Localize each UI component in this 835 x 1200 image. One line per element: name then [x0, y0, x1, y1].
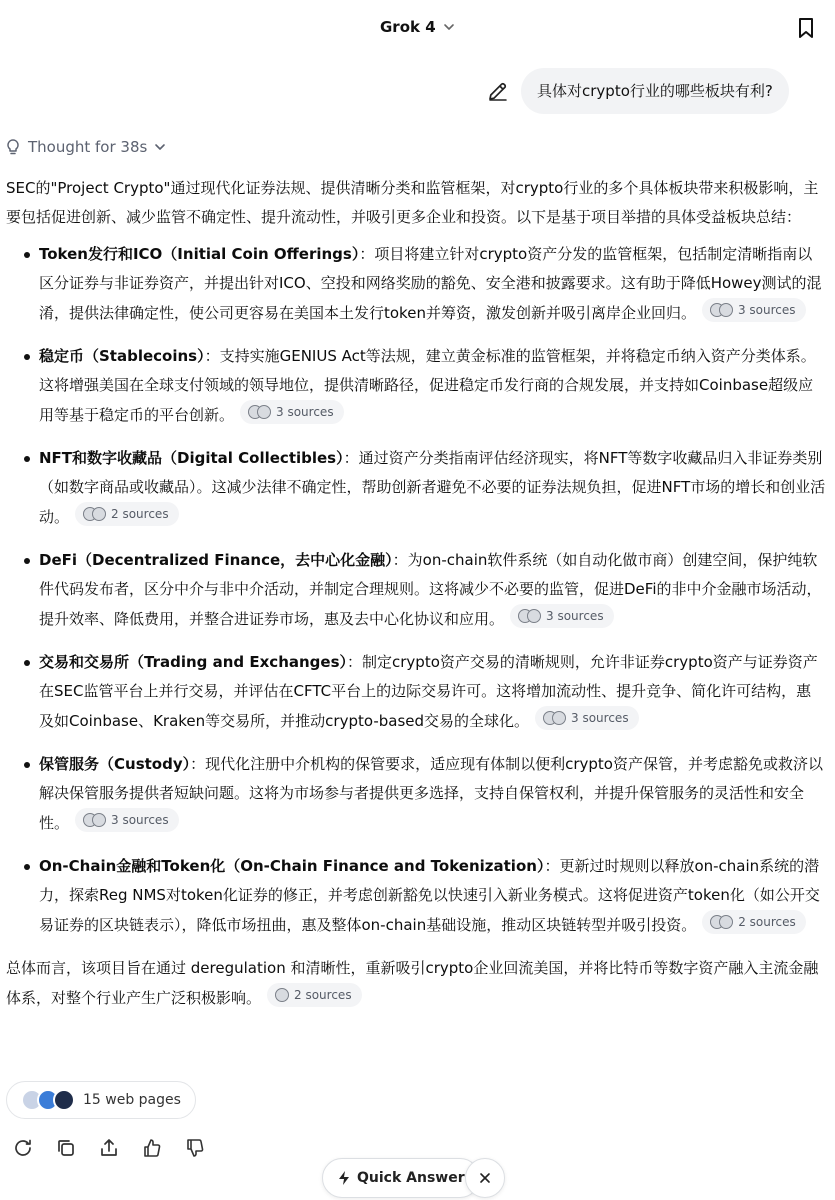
item-text: ：制定crypto资产交易的清晰规则，允许非证券crypto资产与证券资产在SEC监管平台上并行交易，并评估在CFTC平台上的边际交易许可。这将增加流动性、提升竞争、简化许可结构，惠及如Coinbase、Kraken等交易所，并推动crypto-based交易的全球化。 [39, 653, 818, 730]
item-term: NFT和数字收藏品（Digital Collectibles） [39, 449, 344, 467]
sources-chip[interactable] [535, 706, 639, 730]
summary-text: 总体而言，该项目旨在通过 deregulation 和清晰性，重新吸引crypto企业回流美国，并将比特币等数字资产融入主流金融体系，对整个行业产生广泛积极影响。 [6, 959, 819, 1007]
item-term: 交易和交易所（Trading and Exchanges） [39, 653, 348, 671]
chevron-down-icon [153, 140, 167, 154]
source-icons [710, 915, 733, 929]
lightning-icon [337, 1170, 351, 1186]
sources-label: 3 sources [571, 711, 629, 725]
sources-chip[interactable] [75, 808, 179, 832]
item-text: ：更新过时规则以释放on-chain系统的潜力，探索Reg NMS对token化证券的修正，并考虑创新豁免以快速引入新业务模式。这将促进资产token化（如公开交易证券的区块链表示），降低市场扭曲，惠及整体on-chain基础设施，推动区块链转型并吸引投资。 [39, 857, 820, 934]
benefit-list [6, 240, 826, 940]
close-icon [478, 1171, 492, 1185]
source-logo-icon [53, 1089, 75, 1111]
source-icons [248, 405, 271, 419]
item-term: 稳定币（Stablecoins） [39, 347, 205, 365]
source-icons [83, 813, 106, 827]
sources-label: 2 sources [294, 988, 352, 1002]
close-button[interactable] [465, 1158, 505, 1198]
edit-icon[interactable] [486, 79, 510, 103]
sources-label: 3 sources [546, 609, 604, 623]
sources-chip[interactable] [702, 298, 806, 322]
user-message-bubble: 具体对crypto行业的哪些板块有利? [521, 68, 789, 114]
answer-summary [6, 954, 826, 1013]
sources-chip[interactable] [240, 400, 344, 424]
sources-label: 2 sources [738, 915, 796, 929]
item-text: ：通过资产分类指南评估经济现实，将NFT等数字收藏品归入非证券类别（如数字商品或收藏品）。这减少法律不确定性，帮助创新者避免不必要的证券法规负担，促进NFT市场的增长和创业活动。 [39, 449, 826, 526]
list-item [6, 852, 826, 940]
item-text: ：支持实施GENIUS Act等法规，建立黄金标准的监管框架，并将稳定币纳入资产分类体系。这将增强美国在全球支付领域的领导地位，提供清晰路径，促进稳定币发行商的合规发展，并支持如Coinbase超级应用等基于稳定币的平台创新。 [39, 347, 816, 424]
refresh-icon[interactable] [12, 1137, 34, 1159]
sources-label: 3 sources [737, 303, 796, 317]
list-item [6, 546, 826, 634]
message-actions [12, 1137, 206, 1159]
sources-chip[interactable] [267, 983, 362, 1007]
list-item [6, 240, 826, 328]
thumbs-up-icon[interactable] [141, 1137, 163, 1159]
model-selector[interactable] [380, 18, 456, 36]
model-name: Grok 4 [380, 18, 436, 36]
source-icons [83, 507, 106, 521]
chevron-down-icon [442, 20, 456, 34]
source-avatars [21, 1089, 75, 1111]
assistant-answer [6, 174, 826, 1013]
list-item [6, 444, 826, 532]
copy-icon[interactable] [55, 1137, 77, 1159]
web-pages-button[interactable] [6, 1081, 196, 1119]
source-icons [275, 988, 289, 1002]
sources-label: 3 sources [276, 405, 334, 419]
list-item [6, 750, 826, 838]
quick-answer-button[interactable] [322, 1158, 480, 1198]
item-text: ：项目将建立针对crypto资产分发的监管框架，包括制定清晰指南以区分证券与非证券资产，并提出针对ICO、空投和网络奖励的豁免、安全港和披露要求。这有助于降低Howey测试的混淆，提供法律确定性，使公司更容易在美国本土发行token并筹资，激发创新并吸引离岸企业回归。 [39, 245, 822, 322]
item-text: ：为on-chain软件系统（如自动化做市商）创建空间，保护纯软件代码发布者，区分中介与非中介活动，并制定合理规则。这将减少不必要的监管，促进DeFi的非中介金融市场活动，提升效率、降低费用，并整合进证券市场，惠及去中心化协议和应用。 [39, 551, 822, 628]
share-icon[interactable] [98, 1137, 120, 1159]
thumbs-down-icon[interactable] [184, 1137, 206, 1159]
lightbulb-icon [4, 138, 22, 156]
list-item [6, 342, 826, 430]
item-term: 保管服务（Custody） [39, 755, 191, 773]
bookmark-icon[interactable] [794, 16, 818, 40]
sources-chip[interactable] [702, 910, 806, 934]
header [0, 0, 835, 58]
source-icons [543, 711, 566, 725]
item-term: On-Chain金融和Token化（On-Chain Finance and Tokenization） [39, 857, 545, 875]
item-text: ：现代化注册中介机构的保管要求，适应现有体制以便利crypto资产保管，并考虑豁免或救济以解决保管服务提供者短缺问题。这将为市场参与者提供更多选择，支持自保管权利，并提升保管服务的灵活性和安全性。 [39, 755, 823, 832]
thought-label: Thought for 38s [28, 138, 148, 156]
web-pages-label: 15 web pages [83, 1092, 181, 1108]
list-item [6, 648, 826, 736]
source-icons [710, 303, 733, 317]
quick-answer-label: Quick Answer [357, 1170, 465, 1186]
user-message-row [0, 68, 835, 114]
sources-label: 2 sources [111, 507, 169, 521]
source-icons [518, 609, 541, 623]
sources-chip[interactable] [510, 604, 614, 628]
sources-chip[interactable] [75, 502, 179, 526]
item-term: DeFi（Decentralized Finance，去中心化金融） [39, 551, 393, 569]
item-term: Token发行和ICO（Initial Coin Offerings） [39, 245, 360, 263]
answer-intro: SEC的"Project Crypto"通过现代化证券法规、提供清晰分类和监管框架，对crypto行业的多个具体板块带来积极影响，主要包括促进创新、减少监管不确定性、提升流动性，并吸引更多企业和投资。以下是基于项目举措的具体受益板块总结： [6, 179, 819, 226]
sources-label: 3 sources [111, 813, 169, 827]
thought-toggle[interactable] [4, 138, 167, 156]
